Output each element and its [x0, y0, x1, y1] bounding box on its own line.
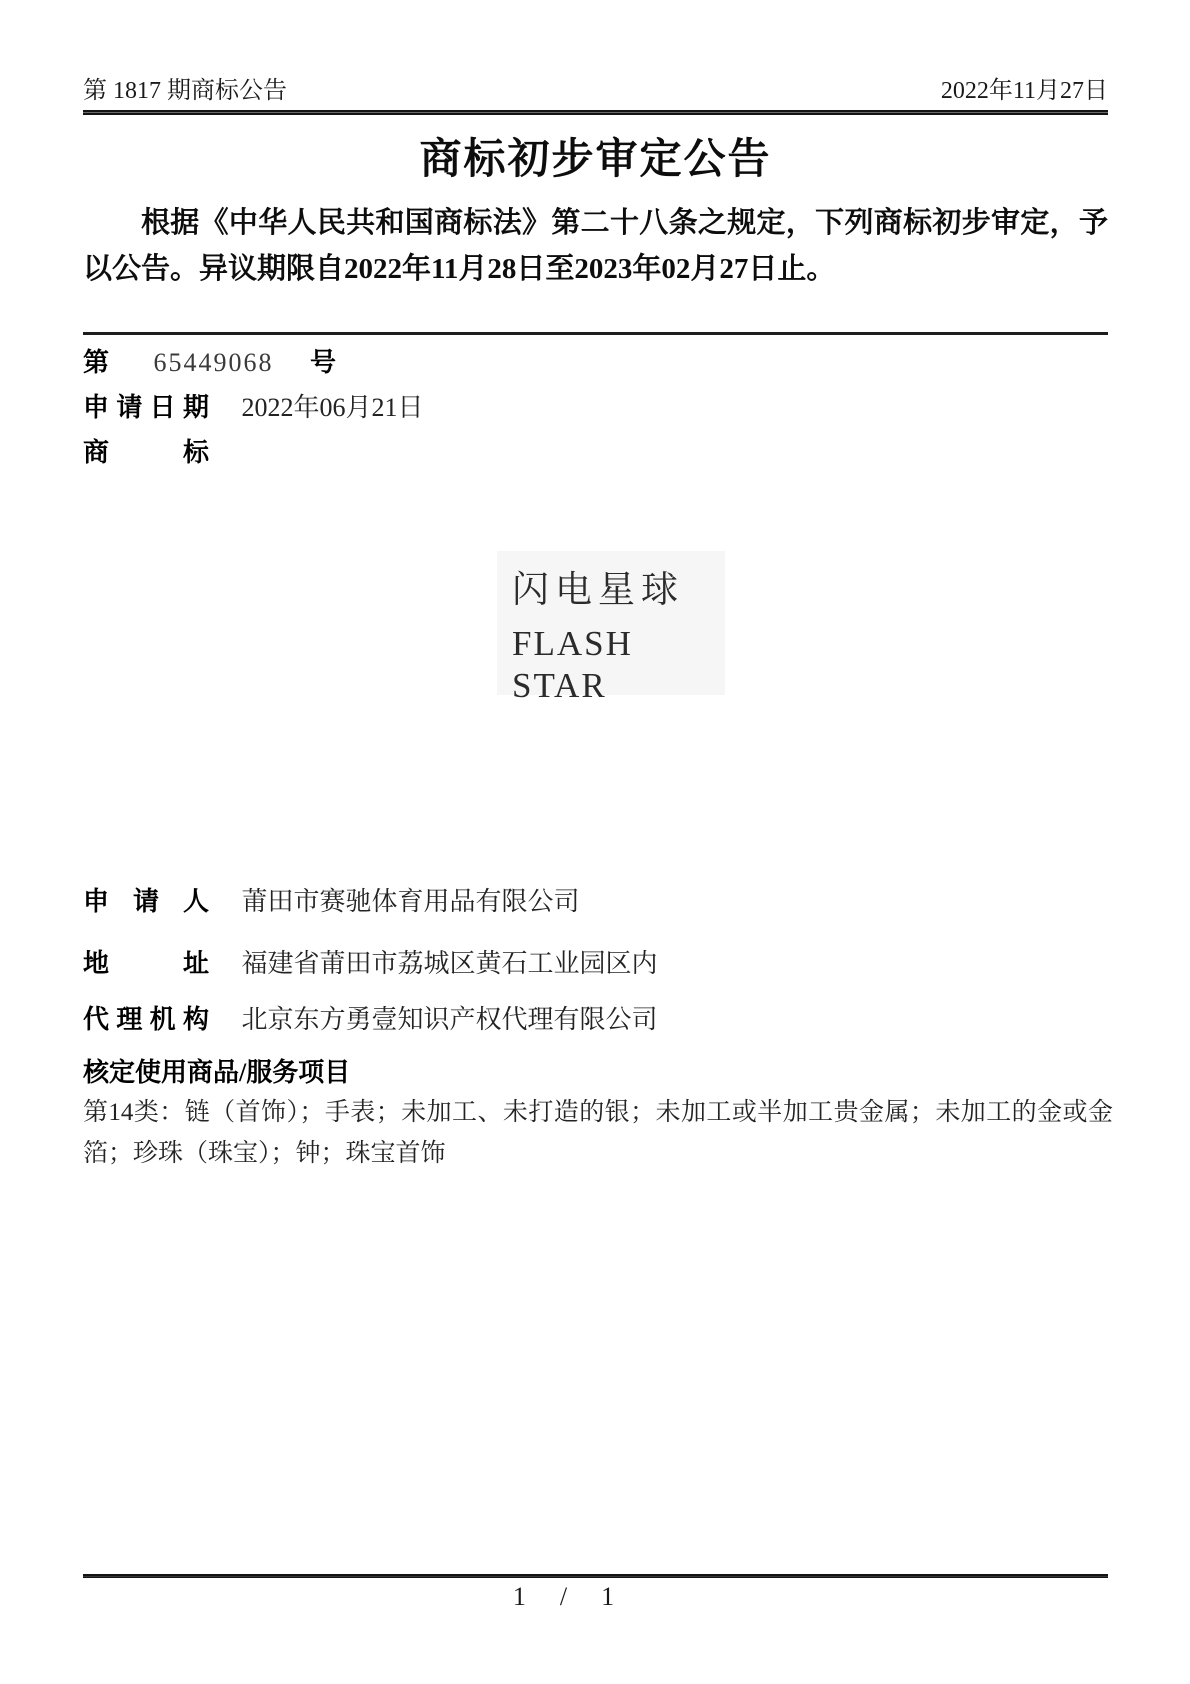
applicant-value: 莆田市赛驰体育用品有限公司 [241, 887, 580, 916]
address-row [83, 948, 658, 980]
application-date-row [83, 392, 424, 424]
current-page-number: 1 [512, 1582, 526, 1611]
address-value: 福建省莆田市荔城区黄石工业园区内 [241, 949, 658, 978]
agency-label: 代理机构 [83, 1005, 209, 1034]
number-suffix: 号 [310, 348, 337, 377]
footer-rule [83, 1574, 1108, 1578]
page-separator: / [559, 1582, 568, 1611]
goods-services-heading: 核定使用商品/服务项目 [83, 1058, 351, 1087]
trademark-label: 商标 [83, 438, 209, 467]
agency-value: 北京东方勇壹知识产权代理有限公司 [241, 1005, 658, 1034]
number-prefix: 第 [83, 348, 110, 377]
agency-row [83, 1004, 658, 1036]
page-header [83, 70, 1108, 105]
page-title: 商标初步审定公告 [419, 137, 772, 183]
gazette-page [83, 0, 1113, 1684]
intro-paragraph: 根据《中华人民共和国商标法》第二十八条之规定，下列商标初步审定，予以公告。异议期限自2022年11月28日至2023年02月27日止。 [83, 207, 1108, 285]
application-date-label: 申请日期 [83, 393, 209, 422]
applicant-label: 申请人 [83, 887, 209, 916]
trademark-image [497, 551, 725, 705]
page-pagination [51, 1582, 1076, 1612]
trademark-cn-text: 闪电星球 [512, 570, 684, 611]
address-label: 地址 [83, 949, 209, 978]
trademark-en-text: FLASH STAR [512, 624, 633, 705]
trademark-label-row [83, 437, 209, 469]
registration-number: 65449068 [153, 348, 274, 377]
gazette-date: 2022年11月27日 [940, 78, 1108, 104]
header-rule [83, 110, 1108, 115]
gazette-issue-label: 第 1817 期商标公告 [83, 78, 287, 104]
applicant-row [83, 886, 580, 918]
goods-services-text: 第14类：链（首饰）；手表；未加工、未打造的银；未加工或半加工贵金属；未加工的金或金箔；珍珠（珠宝）；钟；珠宝首饰 [83, 1099, 1113, 1167]
application-date-value: 2022年06月21日 [241, 393, 424, 422]
total-page-number: 1 [601, 1582, 615, 1611]
section-rule [83, 332, 1108, 335]
registration-number-row [83, 347, 336, 379]
